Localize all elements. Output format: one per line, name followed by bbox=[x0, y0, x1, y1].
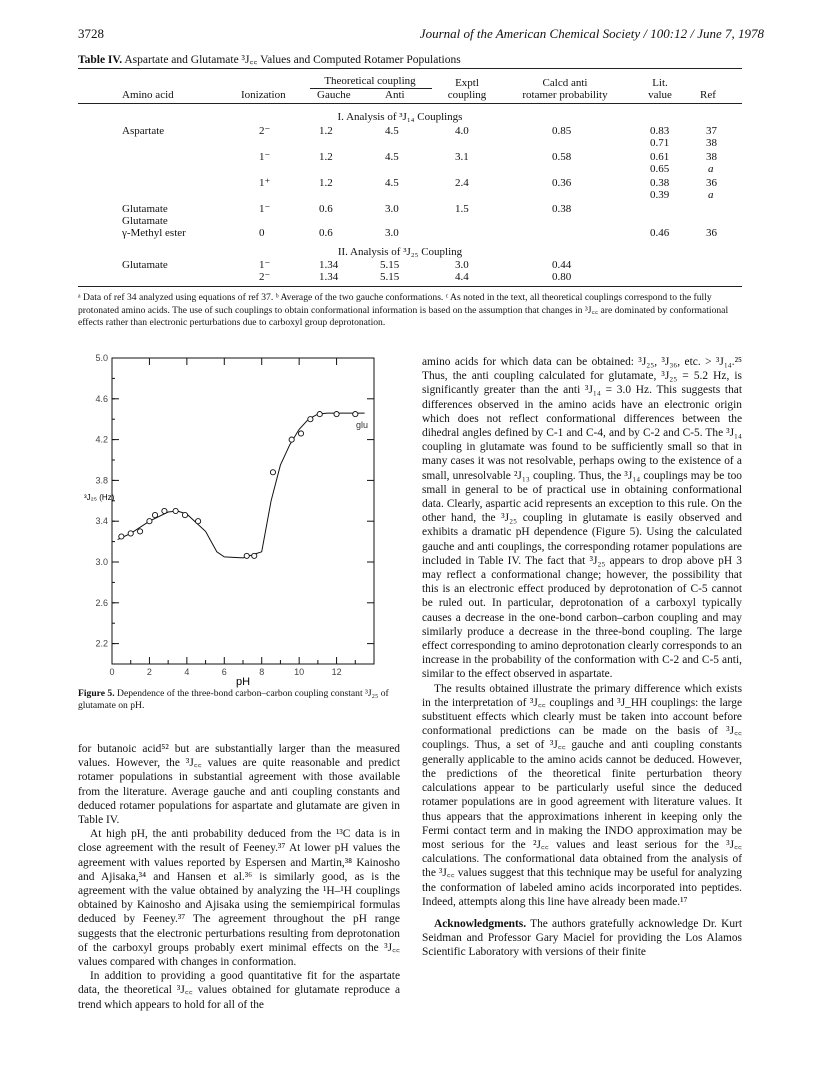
row4-amino: Glutamate bbox=[122, 203, 168, 215]
th-gauche: Gauche bbox=[317, 89, 351, 101]
th-value: value bbox=[648, 89, 672, 101]
row7-calcd: 0.44 bbox=[552, 259, 572, 271]
left-column bbox=[78, 742, 400, 1012]
row8-gauche: 1.34 bbox=[319, 271, 339, 283]
acknowledgments bbox=[422, 917, 742, 960]
journal-header: Journal of the American Chemical Society / 100:12 / June 7, 1978 bbox=[419, 26, 764, 41]
row8-anti: 5.15 bbox=[380, 271, 400, 283]
row2-lit-b: 0.65 bbox=[650, 163, 670, 175]
th-lit: Lit. bbox=[652, 77, 668, 89]
row7-exptl: 3.0 bbox=[455, 259, 469, 271]
plot-frame bbox=[112, 358, 374, 664]
row3-exptl: 2.4 bbox=[455, 177, 469, 189]
table-header-rule bbox=[78, 103, 742, 104]
row2-gauche: 1.2 bbox=[319, 151, 333, 163]
y-tick-label: 3.0 bbox=[95, 557, 108, 567]
row4-gauche: 0.6 bbox=[319, 203, 333, 215]
row6-anti: 3.0 bbox=[385, 227, 399, 239]
row1-exptl: 4.0 bbox=[455, 125, 469, 137]
row7-ionization: 1⁻ bbox=[259, 259, 271, 271]
x-axis-label: pH bbox=[235, 676, 251, 688]
x-tick-label: 2 bbox=[146, 667, 152, 677]
row2-lit-a: 0.61 bbox=[650, 151, 670, 163]
data-point bbox=[147, 519, 152, 524]
th-rotamer-probability: rotamer probability bbox=[522, 89, 608, 101]
th-amino-acid: Amino acid bbox=[122, 89, 174, 101]
data-point bbox=[162, 508, 167, 513]
x-tick-label: 8 bbox=[259, 667, 265, 677]
y-tick-label: 3.8 bbox=[95, 475, 108, 486]
row3-anti: 4.5 bbox=[385, 177, 399, 189]
y-tick-label: 4.6 bbox=[95, 393, 108, 404]
row2-ionization: 1⁻ bbox=[259, 151, 271, 163]
row3-ref-a: 36 bbox=[706, 177, 717, 189]
row6-amino: γ-Methyl ester bbox=[122, 227, 186, 239]
row8-exptl: 4.4 bbox=[455, 271, 469, 283]
y-axis-label: ³J₂₅ (Hz) bbox=[84, 493, 115, 502]
table-caption: Aspartate and Glutamate ³J꜀꜀ Values and Computed Rotamer Populations bbox=[124, 54, 461, 66]
row1-gauche: 1.2 bbox=[319, 125, 333, 137]
th-exptl: Exptl bbox=[455, 77, 479, 89]
row3-ionization: 1⁺ bbox=[259, 177, 271, 189]
row2-ref-a: 38 bbox=[706, 151, 717, 163]
row8-ionization: 2⁻ bbox=[259, 271, 271, 283]
data-point bbox=[182, 512, 187, 517]
y-tick-label: 4.2 bbox=[95, 434, 108, 445]
row1-ref-a: 37 bbox=[706, 125, 717, 137]
glu-annotation: glu bbox=[355, 420, 368, 430]
table-label: Table IV. bbox=[78, 54, 123, 66]
paragraph: In addition to providing a good quantitative fit for the aspartate data, the theoretical ³J꜀꜀ values obtained for glutamate reproduce a trend which appears to hold for all of the bbox=[78, 970, 400, 1011]
table-footnote: ᵃ Data of ref 34 analyzed using equations of ref 37. ᵇ Average of the two gauche conformations. ᶜ As noted in the text, all theoretical couplings correspond to the fully protonated amino acids. The use of such couplings to obtain conformational information is based on the assumption that changes in ³J꜀꜀ are dominated by conformational effects rather than electronic perturbations due to carboxyl group deprotonation. bbox=[78, 292, 729, 329]
row8-calcd: 0.80 bbox=[552, 271, 572, 283]
figure-5 bbox=[78, 352, 398, 692]
th-ref: Ref bbox=[700, 89, 716, 101]
th-theoretical: Theoretical coupling bbox=[324, 75, 416, 87]
data-point bbox=[173, 508, 178, 513]
data-point bbox=[334, 412, 339, 417]
row1-ref-b: 38 bbox=[706, 137, 717, 149]
row7-anti: 5.15 bbox=[380, 259, 400, 271]
paragraph: for butanoic acid⁵² but are substantially larger than the measured values. However, the ³J꜀꜀ values are quite reasonable and predict rotamer populations in substantial agreement with those available from the literature. Average gauche and anti coupling constants and deduced rotamer populations for aspartate and glutamate are given in Table IV. bbox=[78, 743, 400, 827]
data-point bbox=[119, 534, 124, 539]
figure-label: Figure 5. bbox=[78, 688, 115, 699]
x-tick-label: 12 bbox=[331, 667, 342, 677]
row4-exptl: 1.5 bbox=[455, 203, 469, 215]
row1-anti: 4.5 bbox=[385, 125, 399, 137]
row7-amino: Glutamate bbox=[122, 259, 168, 271]
data-point bbox=[152, 512, 157, 517]
row3-ref-b: a bbox=[708, 189, 714, 201]
ack-text: The authors gratefully acknowledge Dr. Kurt Seidman and Professor Gary Maciel for providing the Los Alamos Scientific Laboratory with versions of their finite bbox=[422, 917, 742, 959]
y-tick-label: 2.2 bbox=[95, 638, 108, 649]
data-point bbox=[195, 519, 200, 524]
section-1-heading: I. Analysis of ³J₁₄ Couplings bbox=[337, 111, 463, 123]
data-point bbox=[137, 529, 142, 534]
th-anti: Anti bbox=[385, 89, 405, 101]
row3-lit-b: 0.39 bbox=[650, 189, 670, 201]
row2-ref-b: a bbox=[708, 163, 714, 175]
row4-ionization: 1⁻ bbox=[259, 203, 271, 215]
row3-calcd: 0.36 bbox=[552, 177, 572, 189]
data-point bbox=[128, 531, 133, 536]
row6-ionization: 0 bbox=[259, 227, 265, 239]
data-point bbox=[298, 431, 303, 436]
right-column bbox=[422, 355, 742, 960]
row2-calcd: 0.58 bbox=[552, 151, 572, 163]
row2-exptl: 3.1 bbox=[455, 151, 469, 163]
row1-ionization: 2⁻ bbox=[259, 125, 271, 137]
th-coupling: coupling bbox=[447, 89, 487, 101]
th-calcd-anti: Calcd anti bbox=[542, 77, 588, 89]
section-2-heading: II. Analysis of ³J₂₅ Coupling bbox=[337, 246, 463, 258]
row2-anti: 4.5 bbox=[385, 151, 399, 163]
paragraph: The results obtained illustrate the primary difference which exists in the interpretation of ³J꜀꜀ couplings and ³J_HH couplings: the large substituent effects which clearly must be taken into account before conformational predictions can be made on the basis of ³J꜀꜀ couplings. Thus, a set of ³J꜀꜀ gauche and anti coupling constants generally applicable to the amino acids cannot be deduced. However, the predictions of the theoretical finite perturbation theory calculations appear to be particularly useful since the deduced rotamer populations are in good agreement with literature values. It thus appears that the approximations inherent in keeping only the Fermi contact term and in making the INDO approximation may be most serious for the ²J꜀꜀ values and least serious for the ³J꜀꜀ calculations. The conformational data obtained from the analysis of the ³J꜀꜀ values suggest that this technique may be useful for analyzing the conformation of labeled amino acids incorporated into peptides. Indeed, attempts along this line have already been made.¹⁷ bbox=[422, 682, 742, 908]
data-point bbox=[270, 470, 275, 475]
row5-amino: Glutamate bbox=[122, 215, 168, 227]
row1-calcd: 0.85 bbox=[552, 125, 572, 137]
row1-lit-b: 0.71 bbox=[650, 137, 670, 149]
data-point bbox=[289, 437, 294, 442]
figure-caption-text: Dependence of the three-bond carbon–carbon coupling constant ³J₂₅ of glutamate on pH. bbox=[78, 688, 389, 711]
row3-gauche: 1.2 bbox=[319, 177, 333, 189]
data-point bbox=[244, 553, 249, 558]
x-tick-label: 10 bbox=[294, 667, 305, 677]
row1-lit-a: 0.83 bbox=[650, 125, 670, 137]
y-tick-label: 2.6 bbox=[95, 597, 108, 608]
row6-ref: 36 bbox=[706, 227, 717, 239]
ack-label: Acknowledgments. bbox=[434, 917, 527, 930]
x-tick-label: 4 bbox=[184, 667, 190, 677]
row4-calcd: 0.38 bbox=[552, 203, 572, 215]
x-tick-label: 0 bbox=[109, 667, 115, 677]
page-number: 3728 bbox=[78, 26, 104, 41]
data-point bbox=[308, 417, 313, 422]
row1-amino: Aspartate bbox=[122, 125, 165, 137]
table-bottom-rule bbox=[78, 286, 742, 287]
data-point bbox=[353, 412, 358, 417]
table-title bbox=[78, 52, 461, 67]
th-ionization: Ionization bbox=[241, 89, 286, 101]
y-tick-label: 5.0 bbox=[95, 353, 108, 363]
row7-gauche: 1.34 bbox=[319, 259, 339, 271]
figure-caption bbox=[78, 688, 400, 712]
ph-coupling-chart bbox=[78, 352, 398, 692]
table-top-rule bbox=[78, 68, 742, 69]
row6-lit: 0.46 bbox=[650, 227, 670, 239]
row6-gauche: 0.6 bbox=[319, 227, 333, 239]
x-tick-label: 6 bbox=[221, 667, 227, 677]
paragraph: At high pH, the anti probability deduced from the ¹³C data is in close agreement with the result of Feeney.³⁷ At lower pH values the agreement with values reported by Espersen and Martin,³⁸ Kainosho and Ajisaka,³⁴ and Hansen et al.³⁶ is similarly good, as is the agreement with the value obtained by analyzing the ¹H–¹H couplings obtained by Kainosho and Ajisaka using the semiempirical formulas deduced by Feeney.³⁷ The agreement throughout the pH range suggests that the electronic perturbations resulting from deprotonation of the carboxyl groups probably exert minimal effects on the ³J꜀꜀ values compared with changes in conformation. bbox=[78, 828, 400, 969]
row4-anti: 3.0 bbox=[385, 203, 399, 215]
data-point bbox=[317, 412, 322, 417]
y-tick-label: 3.4 bbox=[95, 516, 108, 527]
row3-lit-a: 0.38 bbox=[650, 177, 670, 189]
fit-curve bbox=[118, 413, 365, 558]
paragraph: amino acids for which data can be obtained: ³J₂₅, ³J₃₆, etc. > ³J₁₄.²⁵ Thus, the anti coupling calculated for glutamate, ³J₂₅ = 5.2 Hz, is significantly greater than the anti ³J₁₄ = 3.0 Hz. This suggests that differences observed in the amino acids have an electronic origin which does not reflect conformational differences between the dihedral angles defined by C-1 and C-4, and by C-2 and C-5. The ³J₁₄ coupling in glutamate was found to be sufficiently small so that in many cases it was not resolvable, perhaps owing to the existence of a small, unresolvable ²J₁₃ coupling. Thus, the ³J₁₄ couplings may be too small in general to be of practical use in obtaining conformational data. Clearly, aspartic acid represents an exception to this rule. On the other hand, the ³J₂₅ coupling in glutamate is easily observed and exhibits a dramatic pH dependence (Figure 5). Using the calculated gauche and anti couplings, the corresponding rotamer populations are included in Table IV. The fact that ³J₂₅ appears to drop above pH 3 may reflect a conformational change; however, the possibility that this is an electronic effect produced by deprotonation of C-5 cannot be ruled out. In particular, deprotonation of a carboxyl typically causes a decrease in the one-bond carbon–carbon coupling and may similarly produce a decrease in the three-bond coupling. The large effect corresponding to amino deprotonation clearly corresponds to an increase in the probability of the conformation with C-2 and C-5 anti, similar to the effect observed in aspartate. bbox=[422, 356, 742, 681]
data-point bbox=[252, 553, 257, 558]
